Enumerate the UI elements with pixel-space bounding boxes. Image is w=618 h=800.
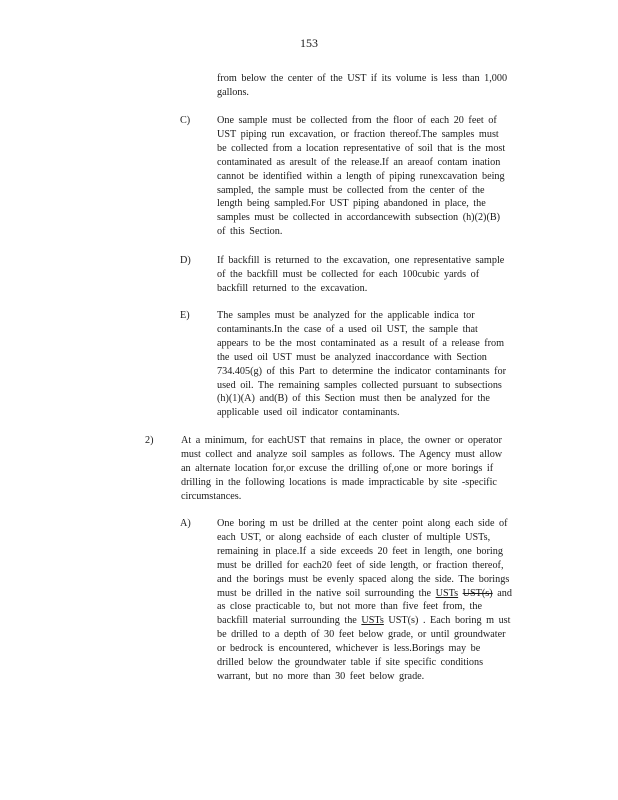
text-line: or bedrock is encountered, whichever is less.Borings may be xyxy=(217,643,481,655)
text-line: each UST, or along eachside of each cluster of multiple USTs, xyxy=(217,531,491,543)
text-line: appears to be the most contaminated as a result of a release from xyxy=(217,337,505,349)
paragraph-d xyxy=(217,254,504,296)
text-line: from below the center of the UST if its volume is less than 1,000 xyxy=(217,73,508,84)
text-line: be collected from a location representative of soil that is the most xyxy=(217,142,506,154)
text-line: 734.405(g) of this Part to determine the indicator contaminants for xyxy=(217,365,507,377)
text-line: If backfill is returned to the excavation, one representative sample xyxy=(217,255,505,266)
text-line: UST piping run excavation, or fraction thereof.The samples must xyxy=(217,128,499,140)
paragraph-c xyxy=(217,114,505,239)
inserted-text: USTs xyxy=(435,587,459,599)
paragraph-e xyxy=(217,309,506,420)
text-line: used oil. The remaining samples collected pursuant to subsections xyxy=(217,379,502,391)
text-line: and the borings must be evenly spaced along the side. The borings xyxy=(217,573,510,585)
item-marker-2: 2) xyxy=(145,435,154,446)
page-number: 153 xyxy=(300,36,318,50)
item-marker-e: E) xyxy=(180,310,190,321)
text-line: One sample must be collected from the floor of each 20 feet of xyxy=(217,115,497,126)
item-marker-c: C) xyxy=(180,115,191,126)
text-line: gallons. xyxy=(217,86,249,98)
text-line-with-amendment xyxy=(217,587,512,601)
continuation-paragraph xyxy=(217,72,507,100)
text-line: contaminants.In the case of a used oil UST, the sample that xyxy=(217,323,478,335)
text-line: samples must be collected in accordancewith subsection (h)(2)(B) xyxy=(217,212,501,224)
text-line: an alternate location for,or excuse the drilling of,one or more borings if xyxy=(181,462,494,474)
text-line: as close practicable to, but not more than five feet from, the xyxy=(217,601,482,613)
inserted-text: USTs xyxy=(361,615,384,627)
text-line: circumstances. xyxy=(181,490,242,502)
text-line: cannot be identified within a length of piping runexcavation being xyxy=(217,170,505,182)
paragraph-a xyxy=(217,517,512,684)
text-line: remaining in place.If a side exceeds 20 feet in length, one boring xyxy=(217,545,503,557)
deleted-text: UST(s) xyxy=(462,587,493,599)
text-line: One boring m ust be drilled at the center point along each side of xyxy=(217,518,508,529)
text-line: of the backfill must be collected for each 100cubic yards of xyxy=(217,268,480,280)
text-line: backfill returned to the excavation. xyxy=(217,282,368,294)
text-line: length being sampled.For UST piping abandoned in place, the xyxy=(217,198,486,210)
text-line-with-amendment xyxy=(217,614,512,628)
paragraph-2 xyxy=(181,434,502,504)
text-line: warrant, but no more than 30 feet below grade. xyxy=(217,670,425,682)
text-line: applicable used oil indicator contaminants. xyxy=(217,407,400,419)
text-line: of this Section. xyxy=(217,226,283,238)
text-line: drilling in the following locations is made impracticable by site -specific xyxy=(181,476,497,488)
text-line: The samples must be analyzed for the applicable indica tor xyxy=(217,310,475,321)
text-run: UST(s) . Each boring m ust xyxy=(383,615,511,627)
text-line: be drilled to a depth of 30 feet below grade, or until groundwater xyxy=(217,629,506,641)
item-marker-a: A) xyxy=(180,518,191,529)
text-line: contaminated as aresult of the release.If an areaof contam ination xyxy=(217,156,501,168)
text-run: must be drilled in the native soil surrounding the xyxy=(217,587,436,599)
text-line: (h)(1)(A) and(B) of this Section must then be analyzed for the xyxy=(217,393,490,405)
text-line: drilled below the groundwater table if site specific conditions xyxy=(217,657,484,669)
text-run: backfill material surrounding the xyxy=(217,615,362,627)
text-line: must be drilled for each20 feet of side length, or fraction thereof, xyxy=(217,559,504,571)
item-marker-d: D) xyxy=(180,255,191,266)
text-run: and xyxy=(492,587,512,599)
text-line: sampled, the sample must be collected from the center of the xyxy=(217,184,485,196)
text-line: At a minimum, for eachUST that remains in place, the owner or operator xyxy=(181,435,502,446)
text-line: the used oil UST must be analyzed inaccordance with Section xyxy=(217,351,487,363)
text-line: must collect and analyze soil samples as follows. The Agency must allow xyxy=(181,448,503,460)
